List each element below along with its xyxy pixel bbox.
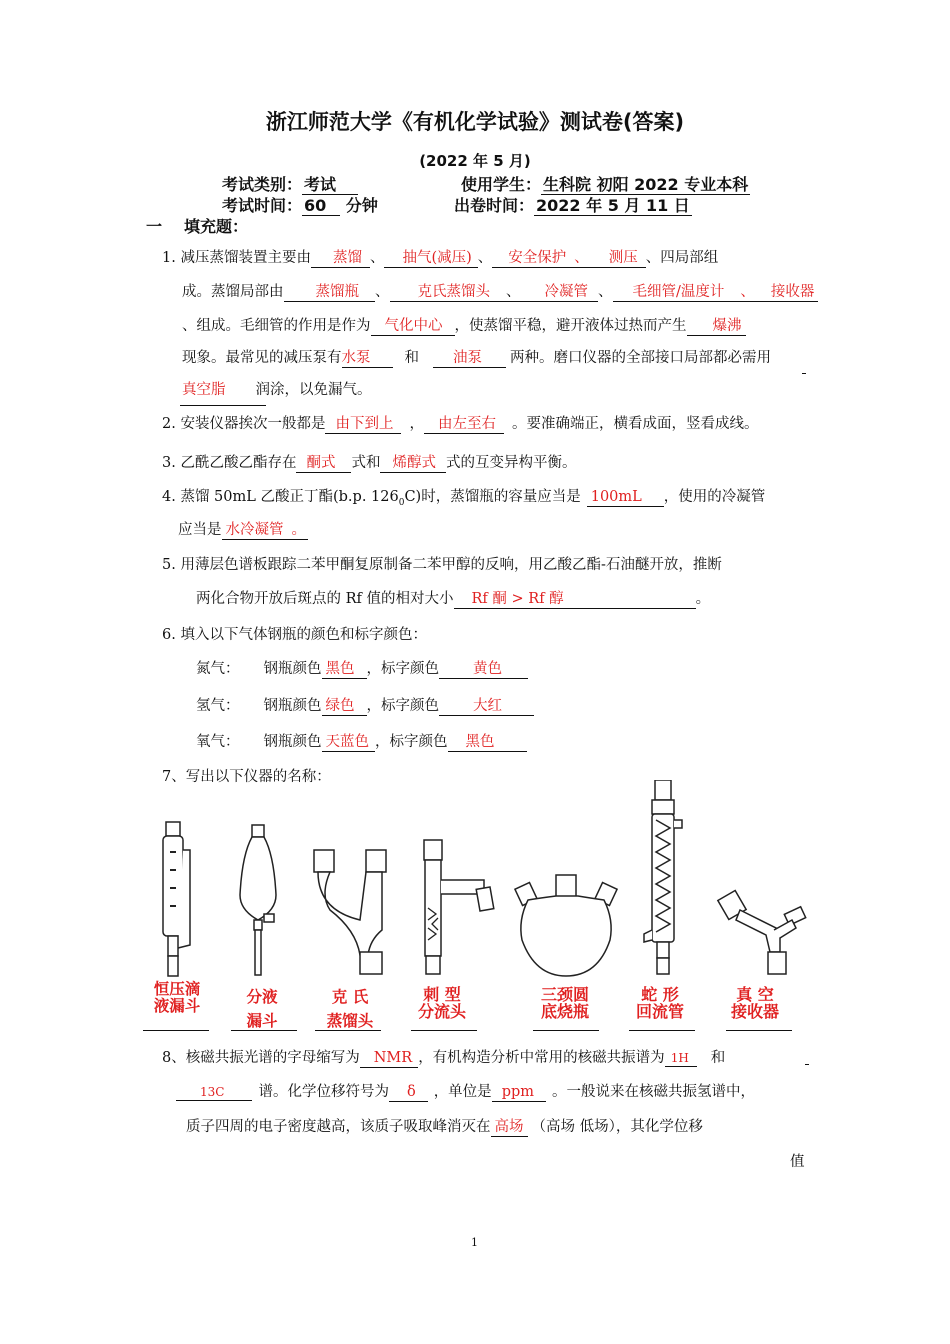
q4-subscript: 0 bbox=[398, 497, 405, 508]
q4-text: 。 bbox=[291, 522, 306, 538]
q7-answer-line1: 三颈圆 bbox=[540, 985, 589, 1004]
exam-time-label: 考试时间： bbox=[222, 196, 303, 215]
q6-answer: 绿色 bbox=[322, 698, 367, 716]
q3-answer: 烯醇式 bbox=[380, 455, 446, 473]
q1-sep: 、 bbox=[730, 284, 765, 302]
q1-text: 1. 减压蒸馏装置主要由 bbox=[162, 250, 311, 266]
q4-text: ，使用的冷凝管 bbox=[663, 489, 766, 505]
q7-answer-line2: 底烧瓶 bbox=[540, 1002, 589, 1021]
q8-answer: NMR bbox=[360, 1050, 418, 1068]
q3 bbox=[162, 451, 576, 473]
q5-text: 5. 用薄层色谱板跟踪二苯甲酮复原制备二苯甲醇的反响，用乙酸乙酯-石油醚开放，推断 bbox=[162, 557, 722, 573]
q7-answer-line1: 克 氏 bbox=[331, 988, 369, 1006]
q1-answer: 水泵 bbox=[342, 350, 393, 368]
q1-answer: 蒸馏瓶 bbox=[284, 284, 376, 302]
q1-line1 bbox=[162, 246, 718, 268]
exam-type bbox=[222, 172, 358, 195]
q1-line5 bbox=[182, 378, 372, 399]
q3-text: 3. 乙酰乙酸乙酯存在 bbox=[162, 455, 297, 471]
q1-line4 bbox=[182, 346, 771, 368]
vacuum-adapter-icon bbox=[718, 890, 806, 974]
q1-text: ，使蒸馏平稳，避开液体过热而产生 bbox=[454, 318, 687, 334]
q4-text: C)时，蒸馏瓶的容量应当是 bbox=[404, 489, 581, 505]
q6-label-text: ，标字颜色 bbox=[366, 698, 439, 714]
q1-line3 bbox=[182, 314, 746, 336]
q7-blank-line bbox=[315, 1030, 381, 1031]
q7-answer-line2: 接收器 bbox=[730, 1002, 779, 1021]
q7-answer-line2: 分流头 bbox=[417, 1002, 466, 1021]
q1-sep: 、 bbox=[574, 250, 589, 266]
q1-line2 bbox=[182, 280, 818, 302]
q7-answer-line2: 回流管 bbox=[635, 1002, 684, 1021]
pressure-equalizing-funnel-icon bbox=[163, 822, 190, 976]
q7-blank-line bbox=[231, 1030, 297, 1031]
q7-blank-line bbox=[411, 1030, 477, 1031]
section-title: 填充题： bbox=[184, 217, 249, 236]
q6-label-text: ，标字颜色 bbox=[375, 734, 448, 750]
q1-answer: 爆沸 bbox=[687, 318, 746, 336]
q4-answer: 水冷凝管 bbox=[222, 522, 290, 540]
q2-sep: ， bbox=[409, 416, 424, 432]
q5-text: 。 bbox=[695, 591, 711, 607]
q8-answer: 1H bbox=[665, 1052, 697, 1067]
exam-type-label: 考试类别： bbox=[222, 175, 303, 194]
q6-gas: 氢气： bbox=[196, 698, 240, 714]
q2-answer: 由左至右 bbox=[424, 416, 504, 434]
q1-text: 润涂，以免漏气。 bbox=[255, 382, 372, 398]
q8-text: 质子四周的电子密度越高，该质子吸取峰消灭在 bbox=[186, 1119, 491, 1135]
q7-answer-line1: 刺 型 bbox=[423, 985, 461, 1004]
q1-answer: 毛细管/温度计 bbox=[613, 284, 731, 302]
coil-condenser-icon bbox=[644, 780, 682, 974]
q7-answer bbox=[315, 985, 385, 1033]
q8-answer: 高场 bbox=[491, 1119, 528, 1137]
claisen-head-icon bbox=[314, 850, 386, 974]
exam-time-unit: 分钟 bbox=[345, 196, 378, 215]
q6-row bbox=[196, 694, 534, 716]
underline-fragment bbox=[802, 373, 806, 374]
q8-line2 bbox=[176, 1080, 755, 1102]
three-neck-flask-icon bbox=[515, 875, 617, 976]
q8-answer: 13C bbox=[176, 1086, 252, 1101]
q1-text: 两种。磨口仪器的全部接口局部都必需用 bbox=[510, 350, 771, 366]
q8-text: 谱。化学位移符号为 bbox=[258, 1084, 389, 1100]
q7-answer bbox=[232, 985, 292, 1033]
q1-answer: 抽气(减压) bbox=[384, 250, 477, 268]
q7-answer-line1: 真 空 bbox=[736, 985, 774, 1004]
q5-answer: Rf 酮 > Rf 醇 bbox=[454, 591, 696, 609]
exam-type-value: 考试 bbox=[302, 176, 358, 195]
q8-answer: δ bbox=[389, 1084, 428, 1102]
q6-answer: 天蓝色 bbox=[322, 734, 376, 752]
q7-answer bbox=[144, 981, 210, 1015]
q8-text: （高场 低场），其化学位移 bbox=[531, 1119, 703, 1135]
page-title: 浙江师范大学《有机化学试验》测试卷(答案) bbox=[265, 110, 685, 134]
q7-answer-line1: 恒压滴 bbox=[153, 980, 201, 998]
q4-text: 4. 蒸馏 50mL 乙酸正丁酯(b.p. 126 bbox=[162, 489, 399, 505]
q8-text: 和 bbox=[710, 1050, 726, 1066]
q8-answer: ppm bbox=[492, 1084, 546, 1102]
exam-time bbox=[222, 193, 378, 216]
issue-time bbox=[454, 193, 692, 216]
q6-row bbox=[196, 657, 528, 679]
q6-gas: 氮气： bbox=[196, 661, 240, 677]
q6-bottle-label: 钢瓶颜色 bbox=[263, 734, 322, 750]
q8-text: ，有机构造分析中常用的核磁共振谱为 bbox=[418, 1050, 665, 1066]
q8-line3 bbox=[186, 1115, 703, 1137]
q7-answer-line2: 蒸馏头 bbox=[326, 1012, 374, 1030]
q8-text: ，单位是 bbox=[433, 1084, 492, 1100]
q2 bbox=[162, 412, 758, 434]
q6-label-text: ，标字颜色 bbox=[366, 661, 439, 677]
section-number: 一 bbox=[146, 217, 163, 236]
students-label: 使用学生： bbox=[461, 175, 542, 194]
q4-answer: 100mL bbox=[587, 489, 664, 507]
q1-sep: 、 bbox=[375, 284, 390, 300]
q5-line2 bbox=[196, 587, 710, 609]
q7-answer bbox=[624, 986, 696, 1020]
q7-answer-line1: 蛇 形 bbox=[641, 985, 679, 1004]
q1-text: 和 bbox=[404, 350, 419, 366]
separatory-funnel-icon bbox=[240, 825, 276, 975]
q2-answer: 由下到上 bbox=[325, 416, 401, 434]
q2-text: 2. 安装仪器挨次一般都是 bbox=[162, 416, 326, 432]
issue-value: 2022 年 5 月 11 日 bbox=[536, 196, 690, 215]
q6-answer: 黑色 bbox=[322, 661, 367, 679]
q7-answer bbox=[718, 986, 792, 1020]
q1-text: 成。蒸馏局部由 bbox=[182, 284, 284, 300]
q6-gas: 氧气： bbox=[196, 734, 240, 750]
q4-line2 bbox=[178, 518, 308, 540]
q1-answer-underline bbox=[180, 405, 266, 406]
q7-blank-line bbox=[726, 1030, 792, 1031]
q1-answer: 接收器 bbox=[765, 284, 819, 302]
q8-text: 8、核磁共振光谱的字母缩写为 bbox=[162, 1050, 360, 1066]
q7-answer bbox=[530, 986, 600, 1020]
q7-answer-line1: 分液 bbox=[246, 988, 278, 1006]
q2-text: 。要准确端正，横看成面，竖看成线。 bbox=[511, 416, 759, 432]
students-value: 生科院 初阳 2022 专业本科 bbox=[543, 175, 749, 194]
q6-answer: 大红 bbox=[439, 698, 534, 716]
q1-sep: 、 bbox=[496, 284, 531, 302]
q1-answer: 真空脂 bbox=[182, 382, 226, 398]
q1-sep: 、 bbox=[598, 284, 613, 300]
q7-blank-line bbox=[143, 1030, 209, 1031]
q3-answer: 酮式 bbox=[296, 455, 351, 473]
q1-answer: 气化中心 bbox=[371, 318, 455, 336]
q5-line1 bbox=[162, 553, 722, 574]
q6-row bbox=[196, 730, 527, 752]
q6-bottle-label: 钢瓶颜色 bbox=[263, 698, 322, 714]
issue-label: 出卷时间： bbox=[454, 196, 535, 215]
q3-text: 式的互变异构平衡。 bbox=[445, 455, 577, 471]
q1-text: 、组成。毛细管的作用是作为 bbox=[182, 318, 371, 334]
vigreux-column-icon bbox=[424, 840, 494, 974]
q6-answer: 黑色 bbox=[448, 734, 527, 752]
exam-date: (2022 年 5 月) bbox=[419, 152, 531, 170]
q6-heading: 6. 填入以下气体钢瓶的颜色和标字颜色： bbox=[162, 627, 427, 643]
q1-answer: 蒸馏 bbox=[311, 250, 370, 268]
q5-text: 两化合物开放后斑点的 Rf 值的相对大小 bbox=[196, 591, 454, 607]
q1-answer: 冷凝管 bbox=[531, 284, 599, 302]
instrument-drawings bbox=[0, 780, 950, 980]
q8-text: 。一般说来在核磁共振氢谱中， bbox=[552, 1084, 756, 1100]
q1-answer: 安全保护 bbox=[492, 250, 572, 268]
page-number: 1 bbox=[471, 1236, 478, 1249]
q4-line1 bbox=[162, 485, 765, 508]
q1-sep: 、 bbox=[369, 250, 385, 266]
q8-line4: 值 bbox=[790, 1154, 805, 1170]
q1-answer: 测压 bbox=[591, 250, 646, 268]
q1-text: 现象。最常见的减压泵有 bbox=[182, 350, 342, 366]
q1-sep: 、 bbox=[477, 250, 493, 266]
q7-blank-line bbox=[629, 1030, 695, 1031]
q4-text: 应当是 bbox=[178, 522, 222, 538]
section-heading bbox=[146, 214, 248, 237]
q1-answer: 油泵 bbox=[433, 350, 506, 368]
q6-answer: 黄色 bbox=[439, 661, 528, 679]
exam-time-value: 60 bbox=[302, 197, 340, 216]
students bbox=[461, 172, 750, 195]
q7-answer-line2: 液漏斗 bbox=[153, 997, 201, 1015]
q1-answer: 克氏蒸馏头 bbox=[390, 284, 497, 302]
q8-line1 bbox=[162, 1046, 725, 1068]
q7-answer-line2: 漏斗 bbox=[246, 1012, 278, 1030]
q3-text: 式和 bbox=[351, 455, 381, 471]
q7-answer bbox=[406, 986, 478, 1020]
q7-blank-line bbox=[533, 1030, 599, 1031]
q1-text: 、四局部组 bbox=[645, 250, 719, 266]
q6-bottle-label: 钢瓶颜色 bbox=[263, 661, 322, 677]
underline-fragment bbox=[805, 1064, 809, 1065]
q7-heading: 7、写出以下仪器的名称： bbox=[162, 769, 331, 785]
